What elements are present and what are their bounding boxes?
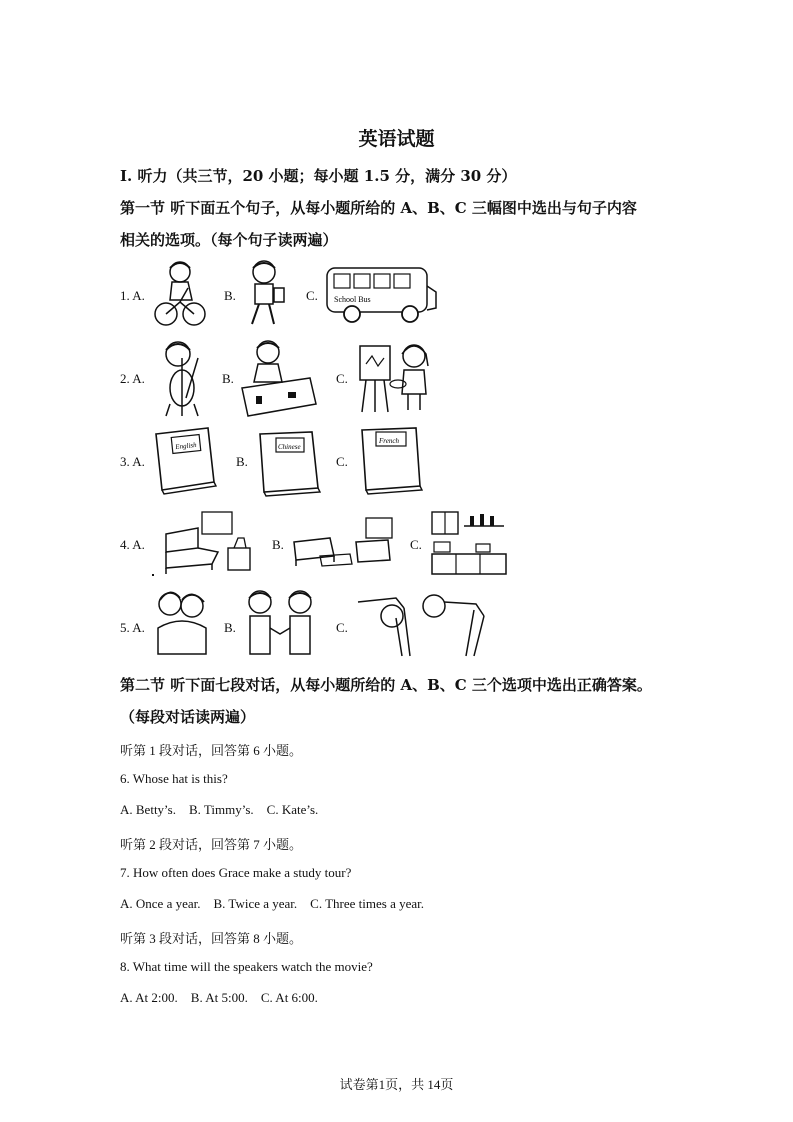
question-7: 7. How often does Grace make a study tour? (120, 865, 352, 880)
section1-instruction-line1: 第一节 听下面五个句子，从每小题所给的 A、B、C 三幅图中选出与句子内容 (120, 199, 637, 217)
question-8-options: A. At 2:00. B. At 5:00. C. At 6:00. (120, 990, 318, 1005)
q3-label-c: C. (336, 454, 348, 469)
q2-label-a: 2. A. (120, 371, 145, 386)
question-6-options: A. Betty’s. B. Timmy’s. C. Kate’s. (120, 802, 319, 817)
boy-playing-cello-picture (154, 338, 210, 418)
q4-label-c: C. (410, 537, 422, 552)
two-people-hugging-picture (152, 588, 212, 660)
section1-instruction-line2: 相关的选项。（每个句子读两遍） (120, 231, 338, 249)
dialogue3-intro: 听第 3 段对话，回答第 8 小题。 (120, 931, 303, 946)
q1-label-b: B. (224, 288, 236, 303)
girl-at-easel-picture (356, 340, 438, 414)
english-book-label: English (174, 440, 197, 452)
q4-label-a: 4. A. (120, 537, 145, 552)
q3-label-a: 3. A. (120, 454, 145, 469)
question-7-options: A. Once a year. B. Twice a year. C. Three times a year. (120, 896, 425, 911)
boy-painting-picture (238, 338, 320, 418)
french-book-label: French (379, 437, 399, 445)
school-bus-picture (324, 264, 440, 326)
q5-label-c: C. (336, 620, 348, 635)
q4-label-b: B. (272, 537, 284, 552)
q2-label-b: B. (222, 371, 234, 386)
bus-label: School Bus (334, 295, 371, 304)
boy-on-bike-picture (152, 258, 208, 328)
section2-instruction-line1: 第二节 听下面七段对话，从每小题所给的 A、B、C 三个选项中选出正确答案。 (120, 676, 652, 694)
q1-label-a: 1. A. (120, 288, 145, 303)
q3-label-b: B. (236, 454, 248, 469)
dialogue2-intro: 听第 2 段对话，回答第 7 小题。 (120, 837, 303, 852)
chinese-book-picture (256, 428, 322, 498)
q2-label-c: C. (336, 371, 348, 386)
living-room-picture (290, 512, 396, 574)
chinese-book-label: Chinese (278, 443, 301, 451)
page-footer: 试卷第1页，共 14页 (339, 1077, 454, 1092)
section2-instruction-line2: （每段对话读两遍） (120, 708, 256, 726)
bedroom-picture (152, 508, 256, 580)
french-book-picture (358, 424, 424, 496)
question-8: 8. What time will the speakers watch the movie? (120, 959, 373, 974)
dialogue1-intro: 听第 1 段对话，回答第 6 小题。 (120, 743, 303, 758)
q1-label-c: C. (306, 288, 318, 303)
q5-label-b: B. (224, 620, 236, 635)
kitchen-picture (430, 508, 508, 578)
boy-walking-picture (240, 258, 290, 330)
english-book-picture (152, 424, 218, 496)
page-title: 英语试题 (358, 128, 435, 150)
question-6: 6. Whose hat is this? (120, 771, 228, 786)
q5-label-a: 5. A. (120, 620, 145, 635)
part-heading: I. 听力（共三节，20 小题；每小题 1.5 分，满分 30 分） (120, 167, 517, 185)
two-men-bowing-picture (356, 588, 488, 660)
two-men-shaking-hands-picture (240, 588, 320, 660)
